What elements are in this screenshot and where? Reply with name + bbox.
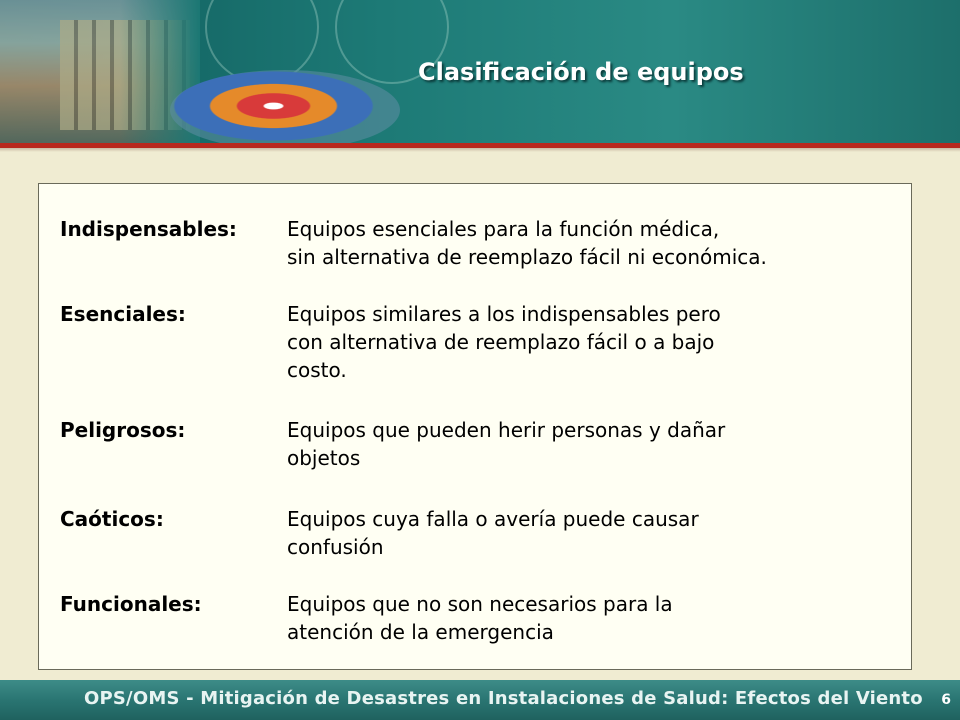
item-description: Equipos que no son necesarios para la atención de la emergencia	[287, 592, 673, 644]
item-description: Equipos que pueden herir personas y dañar objetos	[287, 418, 726, 470]
hurricane-satellite-image	[170, 70, 400, 143]
item-description: Equipos similares a los indispensables pero con alternativa de reemplazo fácil o a bajo costo.	[287, 302, 721, 382]
item-term: Esenciales:	[60, 302, 186, 326]
classification-box	[38, 183, 912, 670]
item-term: Caóticos:	[60, 507, 164, 531]
hospital-photo	[0, 0, 200, 143]
item-term: Indispensables:	[60, 217, 237, 241]
footer-bar	[0, 680, 960, 720]
header-banner	[0, 0, 960, 143]
item-term: Funcionales:	[60, 592, 202, 616]
slide-title: Clasificación de equipos	[418, 58, 744, 86]
page-number: 6	[941, 692, 951, 708]
item-description: Equipos cuya falla o avería puede causar confusión	[287, 507, 699, 559]
footer-text: OPS/OMS - Mitigación de Desastres en Instalaciones de Salud: Efectos del Viento	[84, 688, 923, 709]
item-term: Peligrosos:	[60, 418, 186, 442]
item-description: Equipos esenciales para la función médica, sin alternativa de reemplazo fácil ni económica.	[287, 217, 767, 269]
